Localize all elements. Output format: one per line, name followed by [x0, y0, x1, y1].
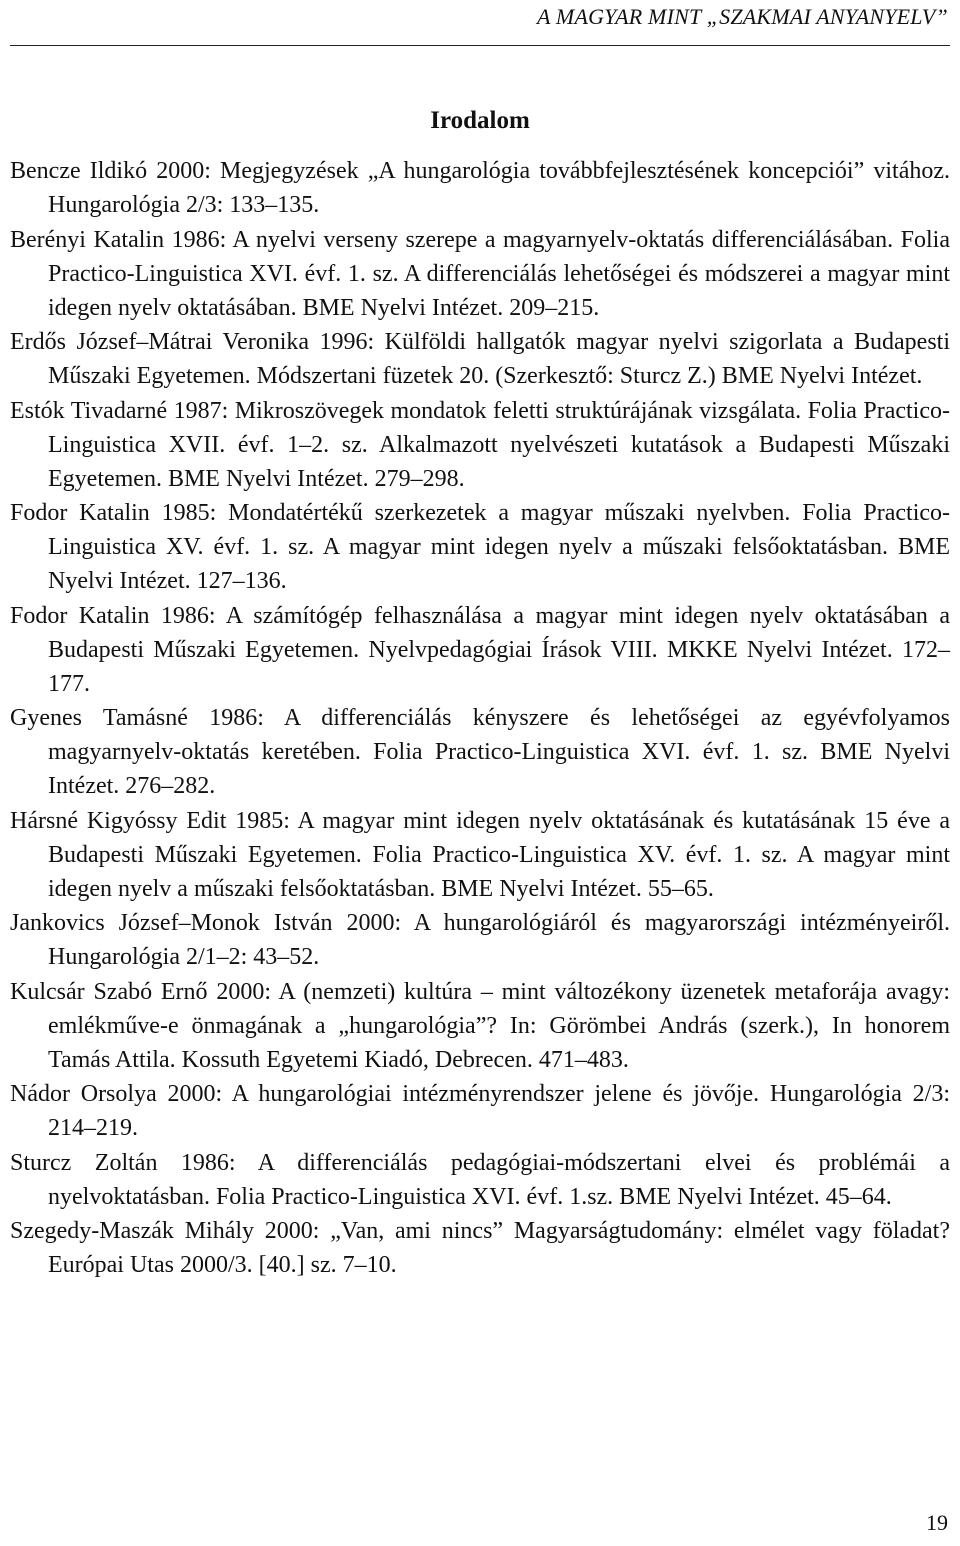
reference-item: Kulcsár Szabó Ernő 2000: A (nemzeti) kultúra – mint változékony üzenetek metaforája avagy: emlékműve-e önmagának a „hungarológia”? In: Görömbei András (szerk.), In honorem Tamás Attila. Kossuth Egyetemi Kiadó, Debrecen. 471–483. [10, 978, 950, 1073]
reference-item: Fodor Katalin 1986: A számítógép felhasználása a magyar mint idegen nyelv oktatásában a Budapesti Műszaki Egyetemen. Nyelvpedagógiai Írások VIII. MKKE Nyelvi Intézet. 172–177. [10, 602, 950, 697]
section-title: Irodalom [430, 106, 530, 134]
reference-item: Erdős József–Mátrai Veronika 1996: Külföldi hallgatók magyar nyelvi szigorlata a Budapesti Műszaki Egyetemen. Módszertani füzetek 20. (Szerkesztő: Sturcz Z.) BME Nyelvi Intézet. [10, 329, 950, 389]
reference-item: Jankovics József–Monok István 2000: A hungarológiáról és magyarországi intézményeiről. Hungarológia 2/1–2: 43–52. [10, 910, 950, 970]
reference-list [10, 154, 950, 1283]
reference-item: Hársné Kigyóssy Edit 1985: A magyar mint idegen nyelv oktatásának és kutatásának 15 éve a Budapesti Műszaki Egyetemen. Folia Practico-Linguistica XV. évf. 1. sz. A magyar mint idegen nyelv a műszaki felsőoktatásban. BME Nyelvi Intézet. 55–65. [10, 807, 950, 902]
reference-item: Estók Tivadarné 1987: Mikroszövegek mondatok feletti struktúrájának vizsgálata. Folia Practico-Linguistica XVII. évf. 1–2. sz. Alkalmazott nyelvészeti kutatások a Budapesti Műszaki Egyetemen. BME Nyelvi Intézet. 279–298. [10, 397, 950, 492]
running-header: A MAGYAR MINT „SZAKMAI ANYANYELV” [536, 4, 948, 29]
reference-item: Gyenes Tamásné 1986: A differenciálás kényszere és lehetőségei az egyévfolyamos magyarnyelv-oktatás keretében. Folia Practico-Linguistica XVI. évf. 1. sz. BME Nyelvi Intézet. 276–282. [10, 705, 950, 799]
reference-item: Berényi Katalin 1986: A nyelvi verseny szerepe a magyarnyelv-oktatás differenciálásában. Folia Practico-Linguistica XVI. évf. 1. sz. A differenciálás lehetőségei és módszerei a magyar mint idegen nyelv oktatásában. BME Nyelvi Intézet. 209–215. [10, 226, 950, 321]
header-rule [10, 45, 950, 46]
page-number: 19 [926, 1510, 948, 1535]
reference-item: Bencze Ildikó 2000: Megjegyzések „A hungarológia továbbfejlesztésének koncepciói” vitához. Hungarológia 2/3: 133–135. [10, 158, 950, 218]
reference-item: Szegedy-Maszák Mihály 2000: „Van, ami nincs” Magyarságtudomány: elmélet vagy föladat? Európai Utas 2000/3. [40.] sz. 7–10. [10, 1218, 950, 1278]
reference-item: Nádor Orsolya 2000: A hungarológiai intézményrendszer jelene és jövője. Hungarológia 2/3: 214–219. [10, 1081, 950, 1141]
reference-item: Sturcz Zoltán 1986: A differenciálás pedagógiai-módszertani elvei és problémái a nyelvoktatásban. Folia Practico-Linguistica XVI. évf. 1.sz. BME Nyelvi Intézet. 45–64. [10, 1149, 950, 1210]
reference-item: Fodor Katalin 1985: Mondatértékű szerkezetek a magyar műszaki nyelvben. Folia Practico-Linguistica XV. évf. 1. sz. A magyar mint idegen nyelv a műszaki felsőoktatásban. BME Nyelvi Intézet. 127–136. [10, 500, 950, 594]
